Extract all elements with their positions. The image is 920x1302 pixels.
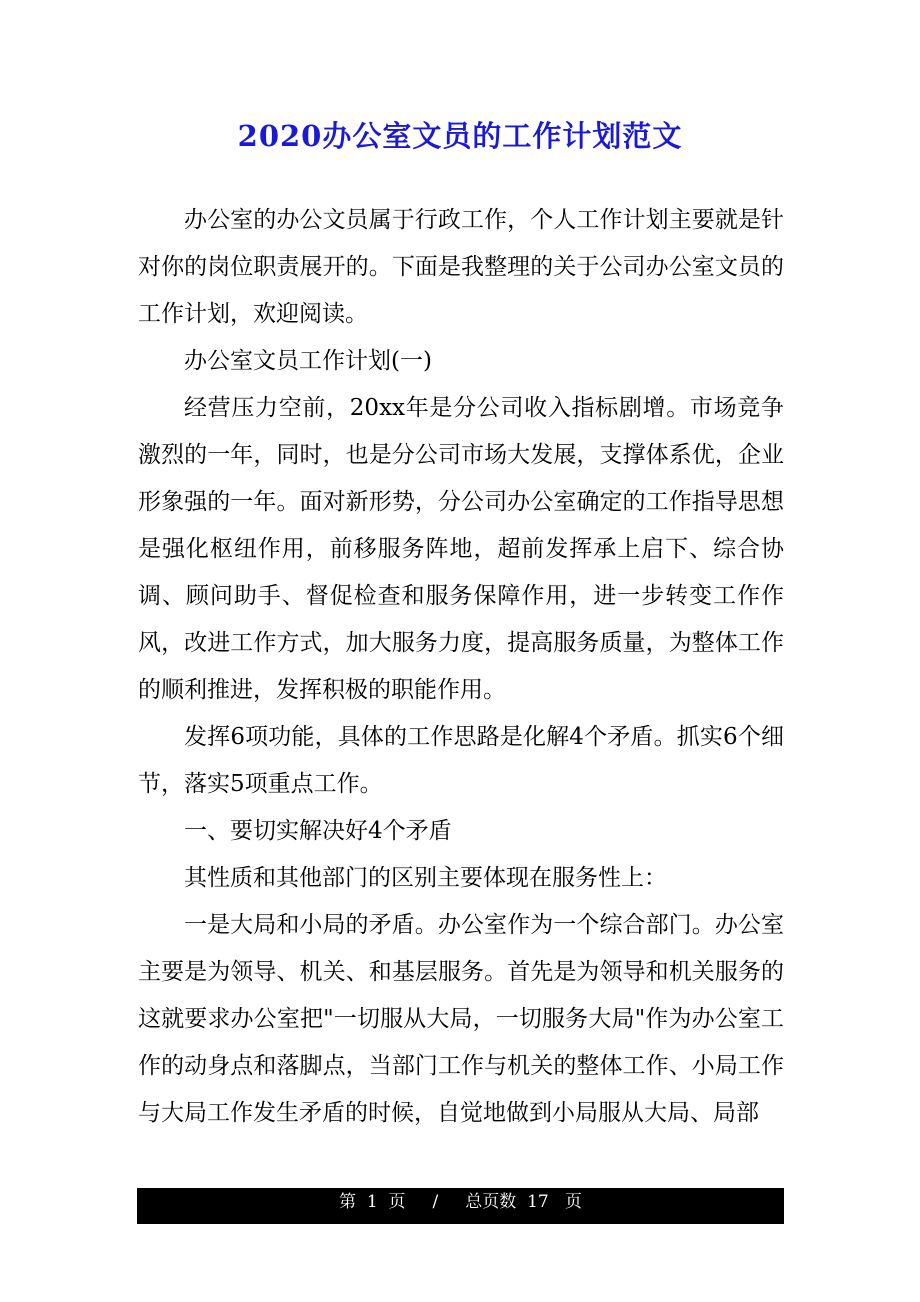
page-label-prefix: 第 bbox=[339, 1192, 357, 1212]
page-footer bbox=[137, 1188, 784, 1224]
page-number-text bbox=[137, 1188, 784, 1224]
total-pages-suffix: 页 bbox=[564, 1192, 582, 1212]
paragraph-subheading: 一、要切实解决好4个矛盾 bbox=[184, 818, 452, 844]
page-separator: / bbox=[432, 1192, 439, 1212]
current-page-number: 1 bbox=[366, 1192, 378, 1212]
document-body bbox=[138, 197, 784, 1137]
page-label-suffix: 页 bbox=[388, 1192, 406, 1212]
paragraph-section-heading: 办公室文员工作计划(一) bbox=[184, 348, 432, 374]
document-title: 2020办公室文员的工作计划范文 bbox=[237, 119, 683, 153]
total-pages-label: 总页数 bbox=[465, 1192, 517, 1212]
total-pages-number: 17 bbox=[527, 1192, 549, 1212]
paragraph-functions: 发挥6项功能，具体的工作思路是化解4个矛盾。抓实6个细节，落实5项重点工作。 bbox=[138, 724, 784, 797]
paragraph-contradiction-one: 一是大局和小局的矛盾。办公室作为一个综合部门。办公室主要是为领导、机关、和基层服务。首先是为领导和机关服务的这就要求办公室把"一切服从大局，一切服务大局"作为办公室工作的动身点和落脚点，当部门工作与机关的整体工作、小局工作与大局工作发生矛盾的时候，自觉地做到小局服从大局、局部 bbox=[138, 912, 784, 1126]
paragraph-intro: 办公室的办公文员属于行政工作，个人工作计划主要就是针对你的岗位职责展开的。下面是我整理的关于公司办公室文员的工作计划，欢迎阅读。 bbox=[138, 207, 784, 327]
paragraph-overview: 经营压力空前，20xx年是分公司收入指标剧增。市场竞争激烈的一年，同时，也是分公司市场大发展，支撑体系优，企业形象强的一年。面对新形势，分公司办公室确定的工作指导思想是强化枢纽作用，前移服务阵地，超前发挥承上启下、综合协调、顾问助手、督促检查和服务保障作用，进一步转变工作作风，改进工作方式，加大服务力度，提高服务质量，为整体工作的顺利推进，发挥积极的职能作用。 bbox=[138, 395, 784, 703]
paragraph-nature: 其性质和其他部门的区别主要体现在服务性上： bbox=[184, 865, 667, 891]
